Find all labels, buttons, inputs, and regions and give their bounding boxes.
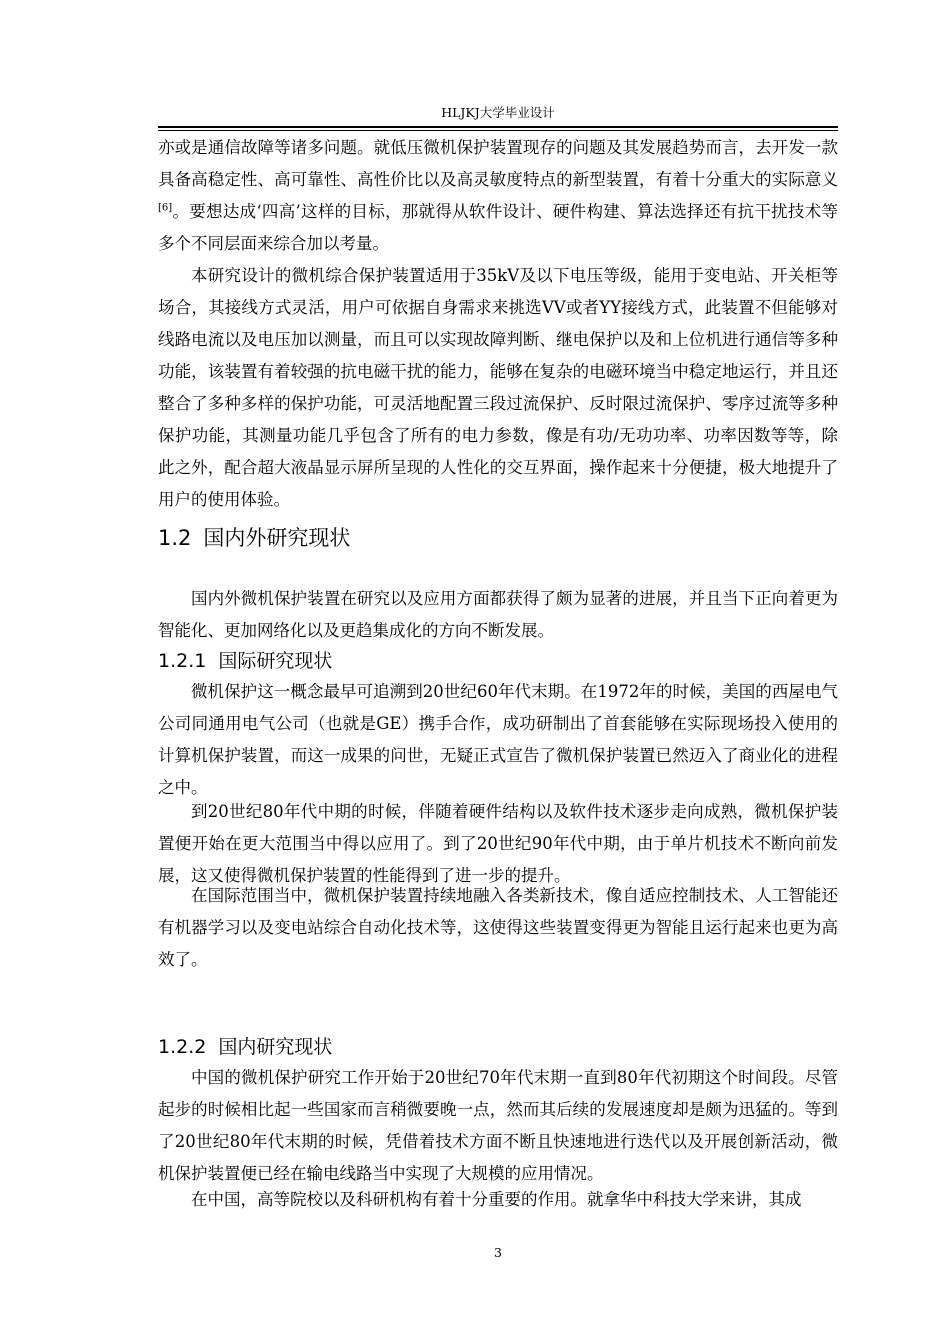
section-number: 1.2.2 bbox=[158, 1036, 207, 1058]
paragraph-continuation bbox=[158, 132, 838, 260]
paragraph-international-development: 到20世纪80年代中期的时候，伴随着硬件结构以及软件技术逐步走向成熟，微机保护装置便开始在更大范围当中得以应用了。到了20世纪90年代中期，由于单片机技术不断向前发展，这又使得微机保护装置的性能得到了进一步的提升。 bbox=[158, 802, 838, 885]
section-title: 国内研究现状 bbox=[218, 1036, 333, 1058]
header-rule-thin bbox=[158, 130, 838, 131]
running-header: HLJKJ大学毕业设计 bbox=[441, 105, 555, 120]
section-heading-1-2-2 bbox=[158, 1032, 332, 1062]
paragraph-text: 。要想达成‘四高’这样的目标，那就得从软件设计、硬件构建、算法选择还有抗干扰技术等多个不同层面来综合加以考量。 bbox=[158, 202, 838, 253]
section-title: 国际研究现状 bbox=[218, 650, 333, 672]
paragraph-device-overview: 本研究设计的微机综合保护装置适用于35kV及以下电压等级，能用于变电站、开关柜等场合，其接线方式灵活，用户可依据自身需求来挑选VV或者YY接线方式，此装置不但能够对线路电流以及电压加以测量，而且可以实现故障判断、继电保护以及和上位机进行通信等多种功能，该装置有着较强的抗电磁干扰的能力，能够在复杂的电磁环境当中稳定地运行，并且还整合了多种多样的保护功能，可灵活地配置三段过流保护、反时限过流保护、零序过流等多种保护功能，其测量功能几乎包含了所有的电力参数，像是有功/无功功率、功率因数等等，除此之外，配合超大液晶显示屏所呈现的人性化的交互界面，操作起来十分便捷，极大地提升了用户的使用体验。 bbox=[158, 266, 838, 509]
section-number: 1.2.1 bbox=[158, 650, 207, 672]
paragraph-overview: 国内外微机保护装置在研究以及应用方面都获得了颇为显著的进展，并且当下正向着更为智能化、更加网络化以及更趋集成化的方向不断发展。 bbox=[158, 589, 838, 640]
paragraph-domestic-institutions: 在中国，高等院校以及科研机构有着十分重要的作用。就拿华中科技大学来讲，其成 bbox=[191, 1190, 802, 1209]
section-title: 国内外研究现状 bbox=[203, 526, 351, 550]
paragraph-international-technology: 在国际范围当中，微机保护装置持续地融入各类新技术，像自适应控制技术、人工智能还有机器学习以及变电站综合自动化技术等，这使得这些装置变得更为智能且运行起来也更为高效了。 bbox=[158, 886, 838, 969]
paragraph-text: 亦或是通信故障等诸多问题。就低压微机保护装置现存的问题及其发展趋势而言，去开发一款具备高稳定性、高可靠性、高性价比以及高灵敏度特点的新型装置，有着十分重大的实际意义 bbox=[158, 138, 838, 189]
paragraph-international-history: 微机保护这一概念最早可追溯到20世纪60年代末期。在1972年的时候，美国的西屋电气公司同通用电气公司（也就是GE）携手合作，成功研制出了首套能够在实际现场投入使用的计算机保护装置，而这一成果的问世，无疑正式宣告了微机保护装置已然迈入了商业化的进程之中。 bbox=[158, 682, 838, 797]
section-heading-1-2-1 bbox=[158, 646, 332, 676]
paragraph-domestic-history: 中国的微机保护研究工作开始于20世纪70年代末期一直到80年代初期这个时间段。尽管起步的时候相比起一些国家而言稍微要晚一点，然而其后续的发展速度却是颇为迅猛的。等到了20世纪80年代末期的时候，凭借着技术方面不断且快速地进行迭代以及开展创新活动，微机保护装置便已经在输电线路当中实现了大规模的应用情况。 bbox=[158, 1068, 838, 1183]
section-number: 1.2 bbox=[158, 526, 192, 550]
citation-reference: [6] bbox=[158, 202, 173, 214]
section-heading-1-2 bbox=[158, 522, 350, 554]
header-rule-thick bbox=[158, 126, 838, 128]
page-number: 3 bbox=[494, 1245, 502, 1260]
